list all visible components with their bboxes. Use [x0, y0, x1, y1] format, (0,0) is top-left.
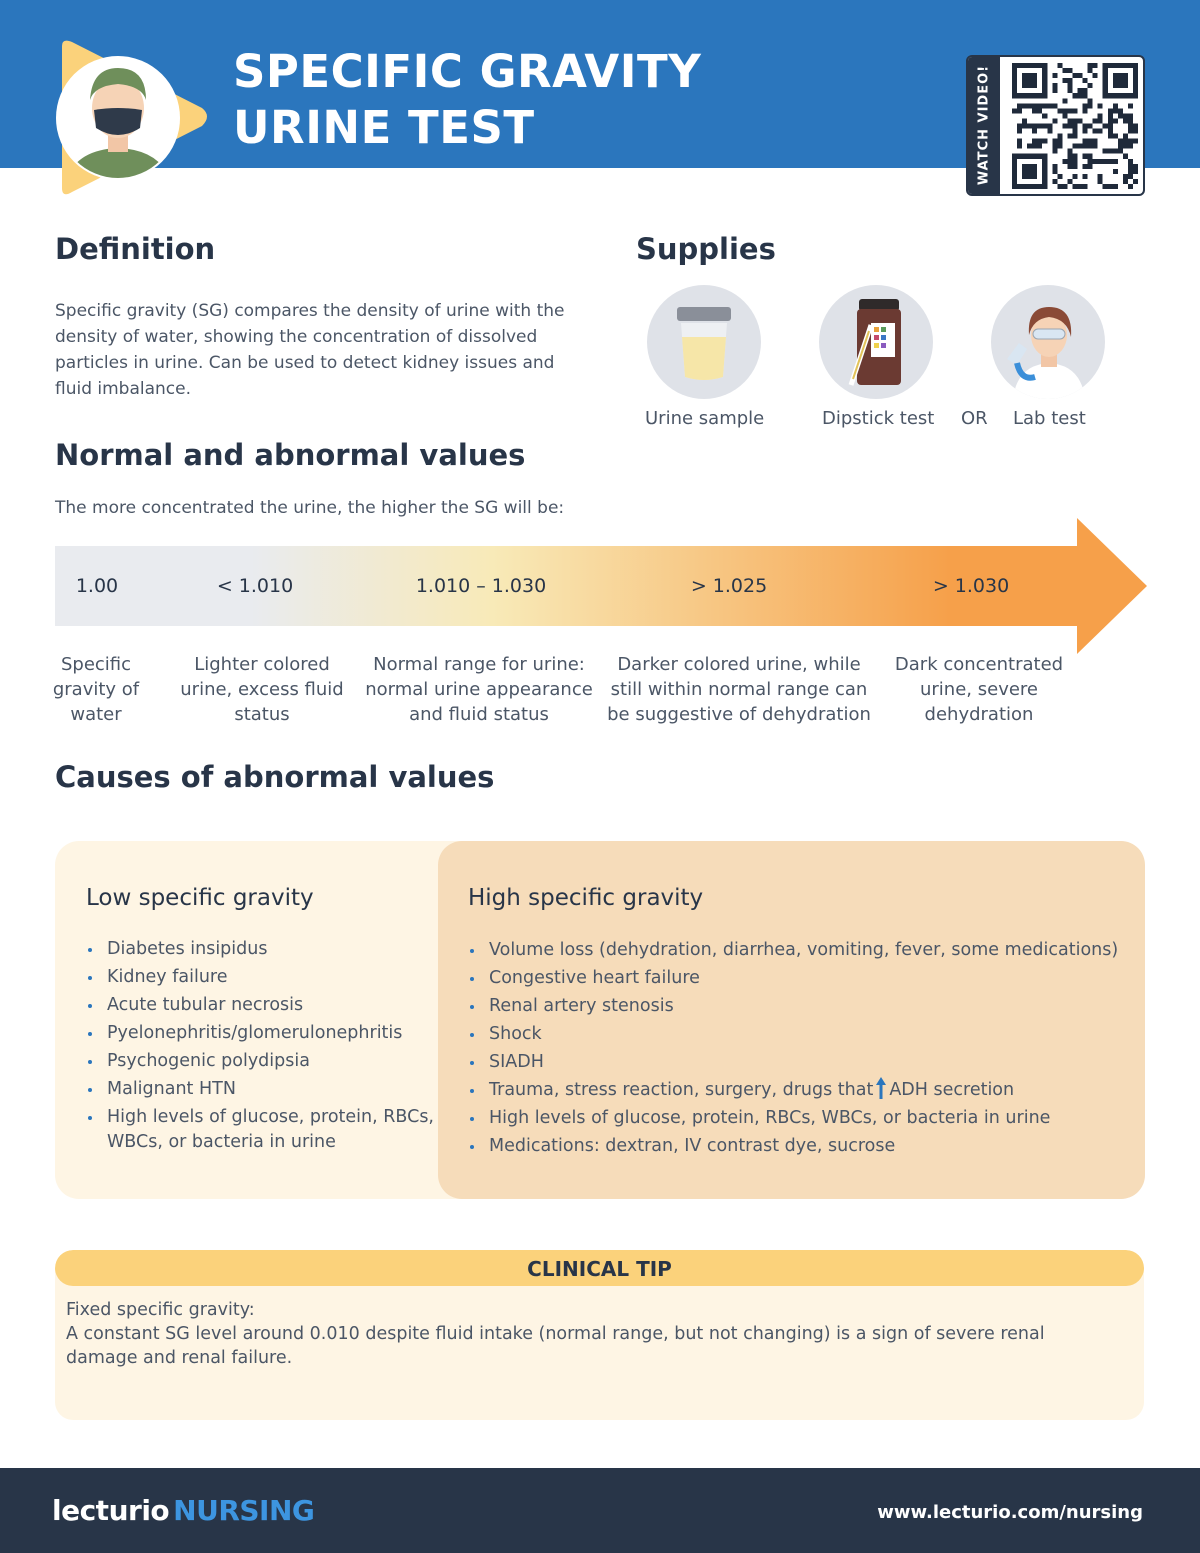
list-item: Acute tubular necrosis [86, 991, 466, 1019]
scale-desc-high: Darker colored urine, while still within normal range can be suggestive of dehydration [607, 654, 871, 725]
definition-heading: Definition [55, 232, 216, 266]
causes-heading: Causes of abnormal values [55, 760, 495, 794]
list-item: Renal artery stenosis [468, 992, 1133, 1020]
clinical-tip-line-2: A constant SG level around 0.010 despite fluid intake (normal range, but not changing) is a sign of severe renal damage and renal failure. [66, 1324, 1045, 1368]
trauma-text: Trauma, stress reaction, surgery, drugs that [489, 1080, 874, 1100]
supply-label-lab: Lab test [1013, 408, 1086, 429]
list-item: Medications: dextran, IV contrast dye, sucrose [468, 1132, 1133, 1160]
page-title [233, 44, 701, 156]
brand-sub: NURSING [173, 1494, 315, 1527]
list-item [468, 1076, 1133, 1104]
brand-name: lecturio [52, 1494, 170, 1527]
list-item: Malignant HTN [86, 1075, 466, 1103]
list-item: Diabetes insipidus [86, 935, 466, 963]
list-item: Psychogenic polydipsia [86, 1047, 466, 1075]
low-sg-list [86, 935, 466, 1155]
trauma-suffix: ADH secretion [889, 1080, 1015, 1100]
low-sg-title: Low specific gravity [86, 885, 314, 911]
watch-video-qr[interactable] [966, 55, 1145, 196]
clinical-tip-title: CLINICAL TIP [527, 1257, 672, 1281]
supply-label-urine: Urine sample [645, 408, 765, 429]
values-intro: The more concentrated the urine, the higher the SG will be: [55, 498, 565, 518]
clinical-tip-box [55, 1250, 1144, 1420]
qr-label: WATCH VIDEO! [976, 64, 992, 186]
clinical-tip-line-1: Fixed specific gravity: [66, 1300, 255, 1320]
increase-arrow-icon [875, 1076, 887, 1100]
supply-label-dipstick: Dipstick test [822, 408, 935, 429]
scale-desc-normal: Normal range for urine: normal urine appearance and fluid status [365, 654, 593, 725]
lab-scientist-icon [991, 285, 1105, 399]
list-item: High levels of glucose, protein, RBCs, WBCs, or bacteria in urine [468, 1104, 1133, 1132]
definition-text: Specific gravity (SG) compares the density of urine with the density of water, showing the concentration of dissolved particles in urine. Can be used to detect kidney issues and fluid imbalance. [55, 301, 565, 399]
scale-desc-very-high: Dark concentrated urine, severe dehydration [894, 654, 1064, 725]
list-item: Volume loss (dehydration, diarrhea, vomiting, fever, some medications) [468, 936, 1133, 964]
high-sg-list [468, 936, 1133, 1160]
supplies-heading: Supplies [636, 232, 776, 266]
scale-value-very-high: > 1.030 [932, 575, 1010, 597]
list-item: SIADH [468, 1048, 1133, 1076]
scale-value-normal: 1.010 – 1.030 [415, 575, 547, 597]
low-sg-card [55, 841, 495, 1199]
dipstick-icon [819, 285, 933, 399]
footer-url-link[interactable]: www.lecturio.com/nursing [877, 1502, 1143, 1523]
list-item: Pyelonephritis/glomerulonephritis [86, 1019, 466, 1047]
scale-desc-low: Lighter colored urine, excess fluid status [180, 654, 344, 725]
values-heading: Normal and abnormal values [55, 438, 526, 472]
nurse-avatar-icon [52, 38, 214, 200]
qr-code-icon[interactable] [1012, 63, 1138, 189]
list-item: High levels of glucose, protein, RBCs, WBCs, or bacteria in urine [86, 1103, 466, 1155]
scale-value-low: < 1.010 [216, 575, 294, 597]
urine-cup-icon [647, 285, 761, 399]
title-line-1: SPECIFIC GRAVITY [233, 45, 702, 98]
scale-value-water: 1.00 [75, 575, 119, 597]
scale-desc-water: Specific gravity of water [52, 654, 140, 725]
supply-or-label: OR [961, 408, 988, 429]
list-item: Shock [468, 1020, 1133, 1048]
list-item: Kidney failure [86, 963, 466, 991]
list-item: Congestive heart failure [468, 964, 1133, 992]
high-sg-card [438, 841, 1145, 1199]
title-line-2: URINE TEST [233, 101, 535, 154]
high-sg-title: High specific gravity [468, 885, 704, 911]
lecturio-logo[interactable] [52, 1494, 314, 1527]
clinical-tip-text [66, 1298, 1106, 1370]
scale-value-high: > 1.025 [690, 575, 768, 597]
